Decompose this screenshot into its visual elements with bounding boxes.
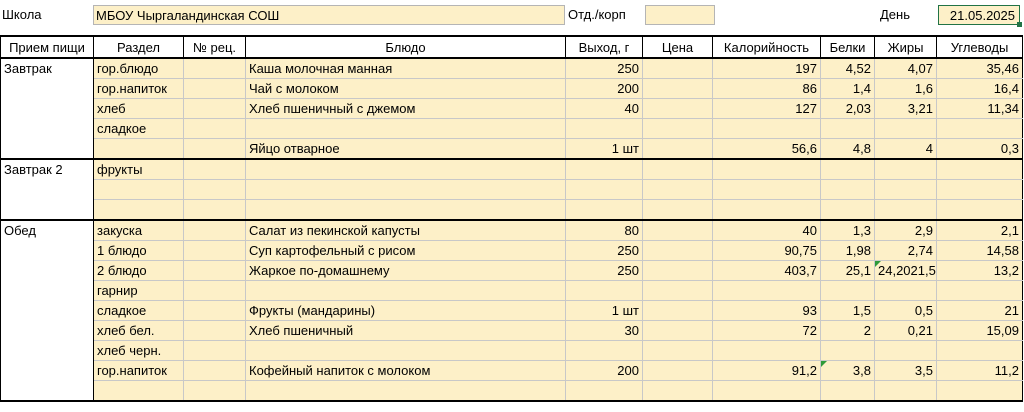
- table-row: [1, 281, 1023, 301]
- sheet-header: [0, 0, 1024, 30]
- calories-cell[interactable]: 197: [713, 58, 821, 79]
- recipe-cell[interactable]: [184, 281, 246, 301]
- dish-cell[interactable]: [246, 159, 566, 180]
- protein-cell[interactable]: 1,5: [821, 301, 875, 321]
- output-cell[interactable]: 1 шт: [566, 301, 643, 321]
- column-header[interactable]: Выход, г: [566, 36, 643, 58]
- recipe-cell[interactable]: [184, 99, 246, 119]
- calories-cell[interactable]: [713, 159, 821, 180]
- carbs-cell[interactable]: 2,1: [937, 220, 1023, 241]
- recipe-cell[interactable]: [184, 301, 246, 321]
- fat-cell[interactable]: [875, 341, 937, 361]
- protein-cell[interactable]: [821, 200, 875, 221]
- table-body: [1, 58, 1023, 401]
- table-row: [1, 159, 1023, 180]
- recipe-cell[interactable]: [184, 341, 246, 361]
- dish-cell[interactable]: Суп картофельный с рисом: [246, 241, 566, 261]
- table-row: [1, 241, 1023, 261]
- protein-cell[interactable]: 4,8: [821, 139, 875, 160]
- table-row: [1, 119, 1023, 139]
- price-cell[interactable]: [643, 139, 713, 160]
- calories-cell[interactable]: [713, 381, 821, 402]
- output-cell[interactable]: [566, 119, 643, 139]
- protein-cell[interactable]: 2,03: [821, 99, 875, 119]
- output-cell[interactable]: [566, 200, 643, 221]
- protein-cell[interactable]: 1,3: [821, 220, 875, 241]
- carbs-cell[interactable]: 21: [937, 301, 1023, 321]
- protein-cell[interactable]: [821, 341, 875, 361]
- dish-cell[interactable]: Хлеб пшеничный с джемом: [246, 99, 566, 119]
- column-header[interactable]: Раздел: [94, 36, 184, 58]
- section-cell[interactable]: гор.блюдо: [94, 58, 184, 79]
- price-cell[interactable]: [643, 341, 713, 361]
- fat-cell[interactable]: [875, 119, 937, 139]
- carbs-cell[interactable]: [937, 180, 1023, 200]
- price-cell[interactable]: [643, 79, 713, 99]
- section-cell[interactable]: хлеб черн.: [94, 341, 184, 361]
- section-cell[interactable]: [94, 200, 184, 221]
- table-row: [1, 261, 1023, 281]
- protein-cell[interactable]: 4,52: [821, 58, 875, 79]
- price-cell[interactable]: [643, 180, 713, 200]
- protein-cell[interactable]: [821, 381, 875, 402]
- output-cell[interactable]: [566, 159, 643, 180]
- recipe-cell[interactable]: [184, 220, 246, 241]
- dish-cell[interactable]: [246, 341, 566, 361]
- recipe-cell[interactable]: [184, 261, 246, 281]
- calories-cell[interactable]: 91,2: [713, 361, 821, 381]
- output-cell[interactable]: 250: [566, 261, 643, 281]
- section-cell[interactable]: гор.напиток: [94, 79, 184, 99]
- recipe-cell[interactable]: [184, 321, 246, 341]
- price-cell[interactable]: [643, 159, 713, 180]
- protein-cell[interactable]: [821, 159, 875, 180]
- calories-cell[interactable]: 90,75: [713, 241, 821, 261]
- meal-cell[interactable]: Завтрак: [1, 58, 94, 159]
- protein-cell[interactable]: [821, 119, 875, 139]
- section-cell[interactable]: [94, 180, 184, 200]
- recipe-cell[interactable]: [184, 58, 246, 79]
- protein-cell[interactable]: 3,8: [821, 361, 875, 381]
- column-header[interactable]: Прием пищи: [1, 36, 94, 58]
- column-header[interactable]: Блюдо: [246, 36, 566, 58]
- day-value-cell[interactable]: 21.05.2025: [938, 5, 1020, 25]
- output-cell[interactable]: 80: [566, 220, 643, 241]
- fat-cell[interactable]: [875, 381, 937, 402]
- fat-cell[interactable]: 2,9: [875, 220, 937, 241]
- column-header[interactable]: Углеводы: [937, 36, 1023, 58]
- table-row: [1, 99, 1023, 119]
- price-cell[interactable]: [643, 99, 713, 119]
- carbs-cell[interactable]: [937, 159, 1023, 180]
- output-cell[interactable]: [566, 281, 643, 301]
- fat-cell[interactable]: 24,2021,5: [875, 261, 937, 281]
- price-cell[interactable]: [643, 301, 713, 321]
- calories-cell[interactable]: [713, 281, 821, 301]
- table-row: [1, 139, 1023, 160]
- dish-cell[interactable]: Жаркое по-домашнему: [246, 261, 566, 281]
- output-cell[interactable]: 40: [566, 99, 643, 119]
- calories-cell[interactable]: 72: [713, 321, 821, 341]
- fat-cell[interactable]: [875, 159, 937, 180]
- dish-cell[interactable]: [246, 381, 566, 402]
- day-label: День: [880, 7, 910, 22]
- recipe-cell[interactable]: [184, 381, 246, 402]
- section-cell[interactable]: 2 блюдо: [94, 261, 184, 281]
- output-cell[interactable]: [566, 381, 643, 402]
- meal-cell[interactable]: Обед: [1, 220, 94, 401]
- output-cell[interactable]: 200: [566, 79, 643, 99]
- fat-cell[interactable]: 0,5: [875, 301, 937, 321]
- table-row: [1, 341, 1023, 361]
- section-cell[interactable]: гор.напиток: [94, 361, 184, 381]
- table-row: [1, 361, 1023, 381]
- section-cell[interactable]: [94, 139, 184, 160]
- column-header[interactable]: Белки: [821, 36, 875, 58]
- dish-cell[interactable]: Хлеб пшеничный: [246, 321, 566, 341]
- section-cell[interactable]: гарнир: [94, 281, 184, 301]
- column-header[interactable]: Цена: [643, 36, 713, 58]
- calories-cell[interactable]: 86: [713, 79, 821, 99]
- calories-cell[interactable]: [713, 341, 821, 361]
- carbs-cell[interactable]: 11,34: [937, 99, 1023, 119]
- carbs-cell[interactable]: [937, 200, 1023, 221]
- section-cell[interactable]: хлеб бел.: [94, 321, 184, 341]
- fat-cell[interactable]: 2,74: [875, 241, 937, 261]
- dish-cell[interactable]: [246, 281, 566, 301]
- recipe-cell[interactable]: [184, 180, 246, 200]
- price-cell[interactable]: [643, 200, 713, 221]
- fat-cell[interactable]: [875, 281, 937, 301]
- carbs-cell[interactable]: [937, 341, 1023, 361]
- calories-cell[interactable]: 403,7: [713, 261, 821, 281]
- fat-cell[interactable]: 1,6: [875, 79, 937, 99]
- output-cell[interactable]: [566, 341, 643, 361]
- section-cell[interactable]: сладкое: [94, 301, 184, 321]
- fat-cell[interactable]: [875, 200, 937, 221]
- menu-sheet: [0, 35, 1023, 402]
- menu-table: [0, 35, 1023, 402]
- dish-cell[interactable]: Каша молочная манная: [246, 58, 566, 79]
- table-row: [1, 180, 1023, 200]
- carbs-cell[interactable]: 35,46: [937, 58, 1023, 79]
- recipe-cell[interactable]: [184, 361, 246, 381]
- protein-cell[interactable]: 1,4: [821, 79, 875, 99]
- recipe-cell[interactable]: [184, 119, 246, 139]
- price-cell[interactable]: [643, 281, 713, 301]
- carbs-cell[interactable]: [937, 381, 1023, 402]
- calories-cell[interactable]: 127: [713, 99, 821, 119]
- dept-value-cell[interactable]: [645, 5, 715, 25]
- section-cell[interactable]: сладкое: [94, 119, 184, 139]
- table-row: [1, 301, 1023, 321]
- carbs-cell[interactable]: 14,58: [937, 241, 1023, 261]
- protein-cell[interactable]: 2: [821, 321, 875, 341]
- output-cell[interactable]: 250: [566, 241, 643, 261]
- output-cell[interactable]: [566, 180, 643, 200]
- dish-cell[interactable]: [246, 200, 566, 221]
- fat-cell[interactable]: 4,07: [875, 58, 937, 79]
- fat-cell[interactable]: 4: [875, 139, 937, 160]
- header-row: [1, 36, 1023, 58]
- dish-cell[interactable]: [246, 119, 566, 139]
- dish-cell[interactable]: [246, 180, 566, 200]
- carbs-cell[interactable]: 13,2: [937, 261, 1023, 281]
- output-cell[interactable]: 30: [566, 321, 643, 341]
- output-cell[interactable]: 250: [566, 58, 643, 79]
- dept-label: Отд./корп: [568, 7, 626, 22]
- column-header[interactable]: Жиры: [875, 36, 937, 58]
- price-cell[interactable]: [643, 321, 713, 341]
- meal-cell[interactable]: Завтрак 2: [1, 159, 94, 220]
- dish-cell[interactable]: Яйцо отварное: [246, 139, 566, 160]
- calories-cell[interactable]: 40: [713, 220, 821, 241]
- recipe-cell[interactable]: [184, 139, 246, 160]
- recipe-cell[interactable]: [184, 200, 246, 221]
- dish-cell[interactable]: Чай с молоком: [246, 79, 566, 99]
- section-cell[interactable]: фрукты: [94, 159, 184, 180]
- output-cell[interactable]: 1 шт: [566, 139, 643, 160]
- calories-cell[interactable]: [713, 180, 821, 200]
- carbs-cell[interactable]: 15,09: [937, 321, 1023, 341]
- recipe-cell[interactable]: [184, 241, 246, 261]
- dish-cell[interactable]: Салат из пекинской капусты: [246, 220, 566, 241]
- carbs-cell[interactable]: 11,2: [937, 361, 1023, 381]
- table-row: [1, 58, 1023, 79]
- price-cell[interactable]: [643, 220, 713, 241]
- protein-cell[interactable]: 1,98: [821, 241, 875, 261]
- output-cell[interactable]: 200: [566, 361, 643, 381]
- calories-cell[interactable]: 93: [713, 301, 821, 321]
- price-cell[interactable]: [643, 261, 713, 281]
- price-cell[interactable]: [643, 381, 713, 402]
- section-cell[interactable]: закуска: [94, 220, 184, 241]
- column-header[interactable]: № рец.: [184, 36, 246, 58]
- recipe-cell[interactable]: [184, 159, 246, 180]
- fat-cell[interactable]: [875, 180, 937, 200]
- section-cell[interactable]: хлеб: [94, 99, 184, 119]
- carbs-cell[interactable]: [937, 281, 1023, 301]
- dish-cell[interactable]: Фрукты (мандарины): [246, 301, 566, 321]
- school-label: Школа: [2, 7, 42, 22]
- column-header[interactable]: Калорийность: [713, 36, 821, 58]
- carbs-cell[interactable]: [937, 119, 1023, 139]
- protein-cell[interactable]: [821, 281, 875, 301]
- table-row: [1, 381, 1023, 402]
- price-cell[interactable]: [643, 361, 713, 381]
- price-cell[interactable]: [643, 241, 713, 261]
- fat-cell[interactable]: 3,5: [875, 361, 937, 381]
- protein-cell[interactable]: 25,1: [821, 261, 875, 281]
- calories-cell[interactable]: [713, 119, 821, 139]
- table-row: [1, 321, 1023, 341]
- recipe-cell[interactable]: [184, 79, 246, 99]
- fat-cell[interactable]: 3,21: [875, 99, 937, 119]
- calories-cell[interactable]: [713, 200, 821, 221]
- table-row: [1, 200, 1023, 221]
- protein-cell[interactable]: [821, 180, 875, 200]
- school-value-cell[interactable]: МБОУ Чыргаландинская СОШ: [93, 5, 565, 25]
- price-cell[interactable]: [643, 119, 713, 139]
- table-row: [1, 79, 1023, 99]
- price-cell[interactable]: [643, 58, 713, 79]
- carbs-cell[interactable]: 0,3: [937, 139, 1023, 160]
- carbs-cell[interactable]: 16,4: [937, 79, 1023, 99]
- section-cell[interactable]: [94, 381, 184, 402]
- fat-cell[interactable]: 0,21: [875, 321, 937, 341]
- table-row: [1, 220, 1023, 241]
- dish-cell[interactable]: Кофейный напиток с молоком: [246, 361, 566, 381]
- section-cell[interactable]: 1 блюдо: [94, 241, 184, 261]
- calories-cell[interactable]: 56,6: [713, 139, 821, 160]
